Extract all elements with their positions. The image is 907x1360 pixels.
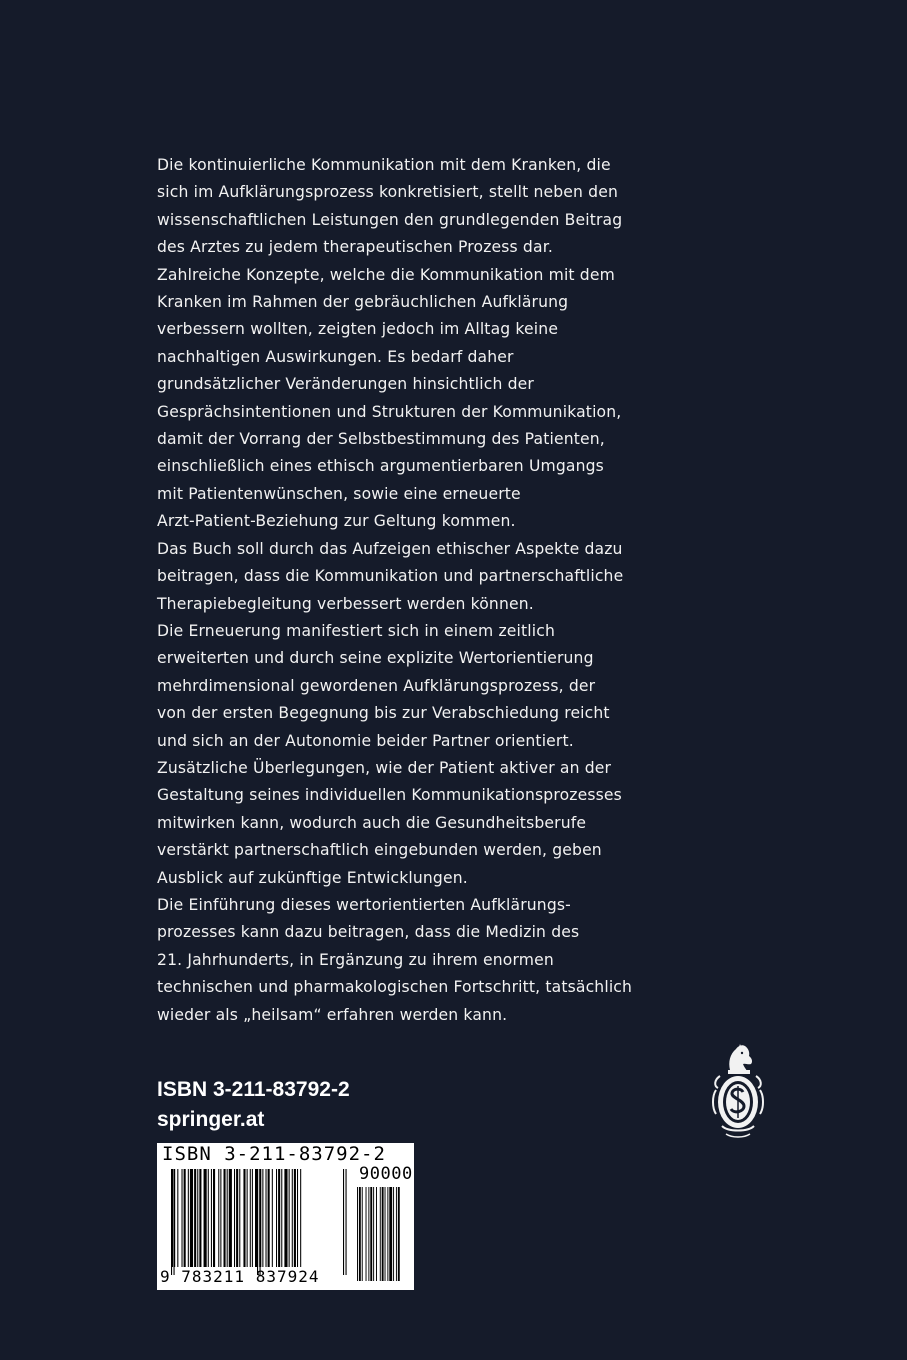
blurb-line: beitragen, dass die Kommunikation und partnerschaftliche (157, 567, 624, 586)
barcode-bar (268, 1169, 270, 1267)
barcode-bar (218, 1169, 219, 1267)
barcode-addon-bar (373, 1187, 374, 1281)
barcode-bar (294, 1169, 296, 1267)
isbn-block (157, 1075, 350, 1135)
blurb-line: verstärkt partnerschaftlich eingebunden werden, geben (157, 841, 602, 860)
blurb-line: damit der Vorrang der Selbstbestimmung des Patienten, (157, 430, 605, 449)
barcode-addon-bar (398, 1187, 400, 1281)
blurb-line: prozesses kann dazu beitragen, dass die Medizin des (157, 923, 580, 942)
barcode-bar (177, 1169, 178, 1267)
blurb-line: grundsätzlicher Veränderungen hinsichtlich der (157, 375, 534, 394)
barcode-bar (289, 1169, 290, 1267)
barcode-guard-bar (257, 1169, 258, 1275)
barcode-bar (247, 1169, 248, 1267)
blurb-line: Zahlreiche Konzepte, welche die Kommunikation mit dem (157, 265, 615, 284)
barcode-bar (300, 1169, 301, 1267)
barcode-addon-bar (366, 1187, 367, 1281)
blurb-line: Gesprächsintentionen und Strukturen der Kommunikation, (157, 402, 622, 421)
barcode-addon-bar (393, 1187, 394, 1281)
barcode-addon-digits: 90000 (359, 1164, 413, 1184)
barcode-bar (199, 1169, 201, 1267)
barcode-addon-bar (380, 1187, 381, 1281)
barcode-bar (250, 1169, 251, 1267)
blurb-line: Therapiebegleitung verbessert werden können. (157, 594, 534, 613)
barcode-bar (239, 1169, 240, 1267)
barcode-addon-bar (359, 1187, 361, 1281)
barcode-bar (194, 1169, 196, 1267)
isbn-label: ISBN 3-211-83792-2 (157, 1078, 350, 1101)
barcode-isbn-text: ISBN 3-211-83792-2 (162, 1143, 386, 1165)
barcode-bar (243, 1169, 245, 1267)
barcode-guard-bar (260, 1169, 261, 1275)
blurb-line: sich im Aufklärungsprozess konkretisiert, stellt neben den (157, 183, 618, 202)
barcode-bar (278, 1169, 280, 1267)
barcode-bar (190, 1169, 193, 1267)
barcode-bar (204, 1169, 207, 1267)
barcode-bar (252, 1169, 253, 1267)
blurb-line: Ausblick auf zukünftige Entwicklungen. (157, 868, 468, 887)
blurb-line: Die Einführung dieses wertorientierten Aufklärungs- (157, 895, 571, 914)
barcode-bar (220, 1169, 221, 1267)
blurb-line: und sich an der Autonomie beider Partner orientiert. (157, 731, 574, 750)
isbn-barcode (157, 1143, 414, 1290)
barcode-addon-bar (387, 1187, 388, 1281)
barcode-guard-bar (343, 1169, 344, 1275)
blurb-line: mehrdimensional gewordenen Aufklärungsprozess, der (157, 676, 596, 695)
barcode-addon-bar (370, 1187, 372, 1281)
barcode-bar (276, 1169, 277, 1267)
barcode-bar (227, 1169, 228, 1267)
barcode-bar (292, 1169, 293, 1267)
blurb-line: erweiterten und durch seine explizite Wertorientierung (157, 649, 594, 668)
barcode-bar (297, 1169, 298, 1267)
blurb-line: wieder als „heilsam“ erfahren werden kann. (157, 1005, 508, 1024)
blurb-line: verbessern wollten, zeigten jedoch im Alltag keine (157, 320, 559, 339)
blurb-line: mit Patientenwünschen, sowie eine erneuerte (157, 484, 521, 503)
blurb-line: des Arztes zu jedem therapeutischen Prozess dar. (157, 238, 553, 257)
blurb-line: nachhaltigen Auswirkungen. Es bedarf daher (157, 347, 514, 366)
barcode-addon-bar (382, 1187, 384, 1281)
barcode-guard-bar (346, 1169, 347, 1275)
barcode-bar (197, 1169, 198, 1267)
barcode-bar (229, 1169, 232, 1267)
barcode-ean-digits: 9 783211 837924 (160, 1267, 320, 1286)
blurb-line: Die Erneuerung manifestiert sich in einem zeitlich (157, 621, 555, 640)
barcode-guard-bar (171, 1169, 172, 1275)
blurb-line: Arzt-Patient-Beziehung zur Geltung kommen. (157, 512, 516, 531)
barcode-bar (262, 1169, 263, 1267)
barcode-addon-bar (396, 1187, 397, 1281)
blurb-line: von der ersten Begegnung bis zur Verabschiedung reicht (157, 704, 610, 723)
publisher-website: springer.at (157, 1108, 265, 1131)
barcode-addon-bar (357, 1187, 358, 1281)
barcode-addon-bar (368, 1187, 369, 1281)
barcode-bar (224, 1169, 226, 1267)
barcode-addon-bar (376, 1187, 377, 1281)
blurb-line: Zusätzliche Überlegungen, wie der Patient aktiver an der (157, 758, 612, 777)
barcode-bar (211, 1169, 212, 1267)
barcode-bar (188, 1169, 189, 1267)
springer-knight-logo-icon (708, 1040, 766, 1144)
blurb-line: technischen und pharmakologischen Fortschritt, tatsächlich (157, 978, 633, 997)
blurb-line: 21. Jahrhunderts, in Ergänzung zu ihrem enormen (157, 950, 554, 969)
blurb-line: Das Buch soll durch das Aufzeigen ethischer Aspekte dazu (157, 539, 623, 558)
barcode-bar (208, 1169, 209, 1267)
barcode-bar (284, 1169, 287, 1267)
barcode-bar (184, 1169, 186, 1267)
blurb-line: Die kontinuierliche Kommunikation mit dem Kranken, die (157, 156, 611, 174)
barcode-bar (281, 1169, 282, 1267)
barcode-addon-bar (362, 1187, 363, 1281)
barcode-guard-bar (174, 1169, 175, 1275)
cover-blurb (157, 152, 717, 1029)
barcode-bar (236, 1169, 238, 1267)
barcode-bar (182, 1169, 183, 1267)
barcode-addon-bar (389, 1187, 392, 1281)
barcode-bar (234, 1169, 235, 1267)
barcode-bar (266, 1169, 267, 1267)
blurb-line: mitwirken kann, wodurch auch die Gesundheitsberufe (157, 813, 587, 832)
barcode-bar (272, 1169, 273, 1267)
barcode-bar (213, 1169, 215, 1267)
blurb-line: Kranken im Rahmen der gebräuchlichen Aufklärung (157, 293, 569, 312)
barcode-addon-bar (385, 1187, 386, 1281)
blurb-line: einschließlich eines ethisch argumentierbaren Umgangs (157, 457, 604, 476)
blurb-line: Gestaltung seines individuellen Kommunikationsprozesses (157, 786, 622, 805)
blurb-line: wissenschaftlichen Leistungen den grundlegenden Beitrag (157, 210, 623, 229)
